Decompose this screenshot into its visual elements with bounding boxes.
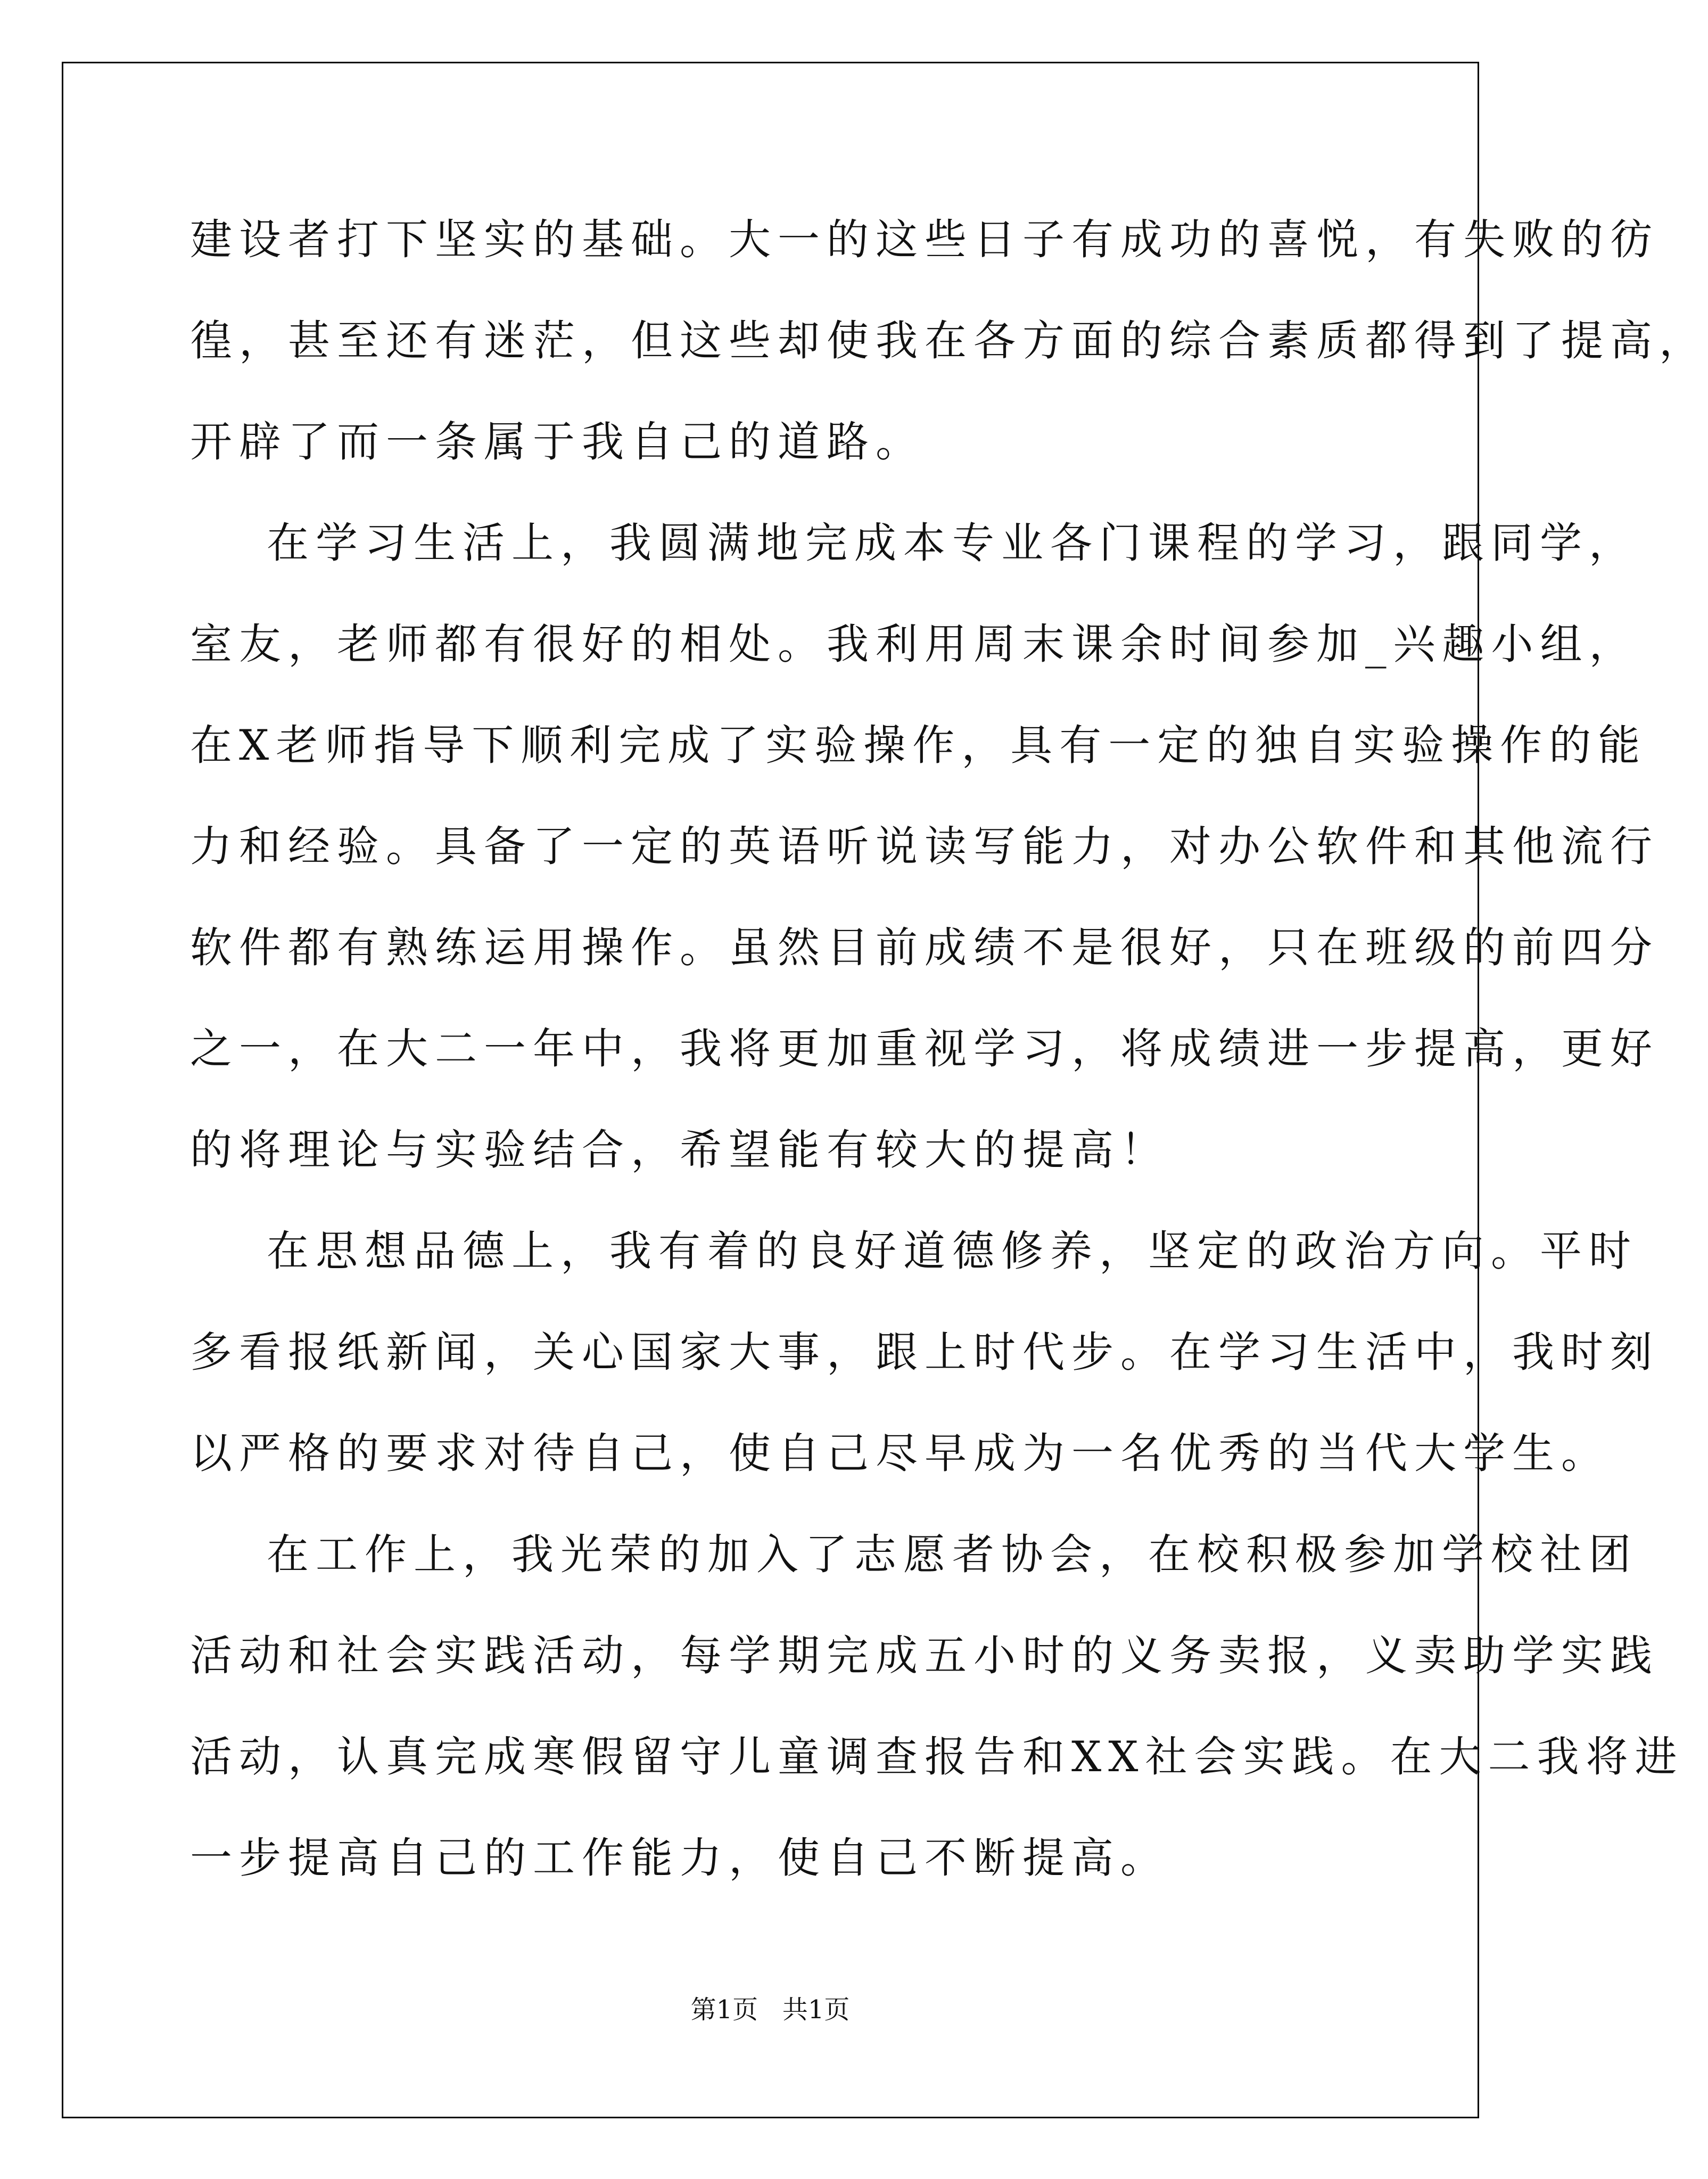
text-line: 室友，老师都有很好的相处。我利用周末课余时间参加_兴趣小组， xyxy=(190,620,1638,669)
text-line: 的将理论与实验结合，希望能有较大的提高！ xyxy=(190,1125,1169,1174)
text-line: 一步提高自己的工作能力，使自己不断提高。 xyxy=(190,1833,1169,1882)
text-line: 力和经验。具备了一定的英语听说读写能力，对办公软件和其他流行 xyxy=(190,822,1659,871)
text-line: 活动和社会实践活动，每学期完成五小时的义务卖报，义卖助学实践 xyxy=(190,1631,1659,1680)
text-line: 徨，甚至还有迷茫，但这些却使我在各方面的综合素质都得到了提高， xyxy=(190,316,1708,365)
text-line: 建设者打下坚实的基础。大一的这些日子有成功的喜悦，有失败的彷 xyxy=(190,215,1659,264)
page-number-footer: 第1页 共1页 xyxy=(690,1995,850,2025)
paragraph-start-line: 在工作上，我光荣的加入了志愿者协会，在校积极参加学校社团 xyxy=(267,1530,1638,1579)
text-line: 之一，在大二一年中，我将更加重视学习，将成绩进一步提高，更好 xyxy=(190,1024,1659,1073)
text-line: 开辟了而一条属于我自己的道路。 xyxy=(190,417,925,466)
text-line: 活动，认真完成寒假留守儿童调查报告和XX社会实践。在大二我将进 xyxy=(190,1732,1684,1781)
text-line: 多看报纸新闻，关心国家大事，跟上时代步。在学习生活中，我时刻 xyxy=(190,1328,1659,1377)
text-line: 以严格的要求对待自己，使自己尽早成为一名优秀的当代大学生。 xyxy=(190,1429,1610,1478)
text-line: 软件都有熟练运用操作。虽然目前成绩不是很好，只在班级的前四分 xyxy=(190,923,1659,972)
page-border xyxy=(62,62,1708,2118)
text-line: 在X老师指导下顺利完成了实验操作，具有一定的独自实验操作的能 xyxy=(190,721,1647,770)
paragraph-start-line: 在学习生活上，我圆满地完成本专业各门课程的学习，跟同学， xyxy=(267,519,1638,568)
paragraph-start-line: 在思想品德上，我有着的良好道德修养，坚定的政治方向。平时 xyxy=(267,1227,1638,1276)
